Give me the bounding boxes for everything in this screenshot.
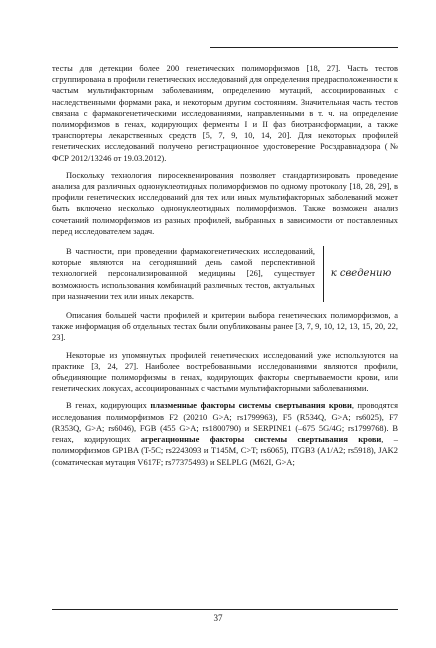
footer-rule: [52, 609, 398, 610]
page-number: 37: [213, 613, 223, 623]
boxed-paragraph: В частности, при проведении фармакогенетических исследований, которые являются на сегодняшний день самой перспективной технологией персонализированной медицины [26], существует возможность использования комбинаций различных тестов, актуальных при назначении тех или иных лекарств.: [52, 246, 324, 302]
sidebar-note-block: [52, 246, 398, 302]
paragraph-2: Поскольку технология пиросеквенирования позволяет стандартизировать проведение анализа для различных однонуклеотидных полиморфизмов по одному протоколу [18, 28, 29], в профили генетических исследований для тех или иных мультифакторных заболеваний может быть включено несколько однонуклеотидных полиморфизмов. Также возможен анализ сочетаний полиморфизмов из разных профилей, выбранных в зависимости от поставленных перед исследователем задач.: [52, 169, 398, 236]
p5-intro: В генах, кодирующих: [66, 400, 151, 411]
paragraph-1: тесты для детекции более 200 генетических полиморфизмов [18, 27]. Часть тестов сгруппирована в профили генетических исследований для определения предрасположенности к частым мультифакторным заболеваниям, определению мутаций, ассоциированных с наследственными формами рака, и некоторым другим состояниям. Значительная часть тестов связана с фармакогенетическими исследованиями, направленными в т. ч. на определение полиморфизмов в генах, кодирующих ферменты I и II фаз биотрансформации, а также транспортеры лекарственных средств [5, 7, 9, 10, 14, 20]. Для некоторых профилей генетических исследований получено регистрационное удостоверение Росздравнадзора (№ ФСР 2012/13246 от 19.03.2012).: [52, 63, 398, 163]
margin-note: к сведению: [330, 268, 392, 280]
body-text: [52, 63, 398, 474]
paragraph-3: Описания большей части профилей и критерии выбора генетических полиморфизмов, а также информация об отдельных тестах были опубликованы ранее [3, 7, 9, 10, 12, 13, 15, 20, 22, 23].: [52, 310, 398, 343]
paragraph-4: Некоторые из упомянутых профилей генетических исследований уже используются на практике [3, 24, 27]. Наиболее востребованными исследованиями являются профили, объединяющие полиморфизмы в генах, кодирующих факторы свертываемости крови, или генетических локусах, ассоциированных с частыми мультифакторными заболеваниями.: [52, 349, 398, 394]
p5-middle: , проводятся исследования полиморфизмов F2 (20210 G>A; rs1799963), F5 (R534Q, G>A; rs6025), F7 (R353Q, G>A; rs6046), FGB (455 G>A; rs1800790) и SERPINE1 (–675 5G/4G; rs1799768). В генах, кодирующих: [52, 400, 398, 445]
p5-bold-plasma-factors: плазменные факторы системы свертывания крови: [150, 400, 352, 411]
p5-end: , – полиморфизмов GP1BA (T-5C; rs2243093 и T145M, C>T; rs6065), ITGB3 (A1/A2; rs5918), JAK2 (соматическая мутация V617F; rs77375493) и SELPLG (M62I, G>A;: [52, 434, 399, 467]
p5-bold-aggregation-factors: агрегационные факторы системы свертывания крови: [140, 434, 382, 445]
paragraph-5: [52, 400, 398, 467]
header-rule: [210, 47, 398, 48]
